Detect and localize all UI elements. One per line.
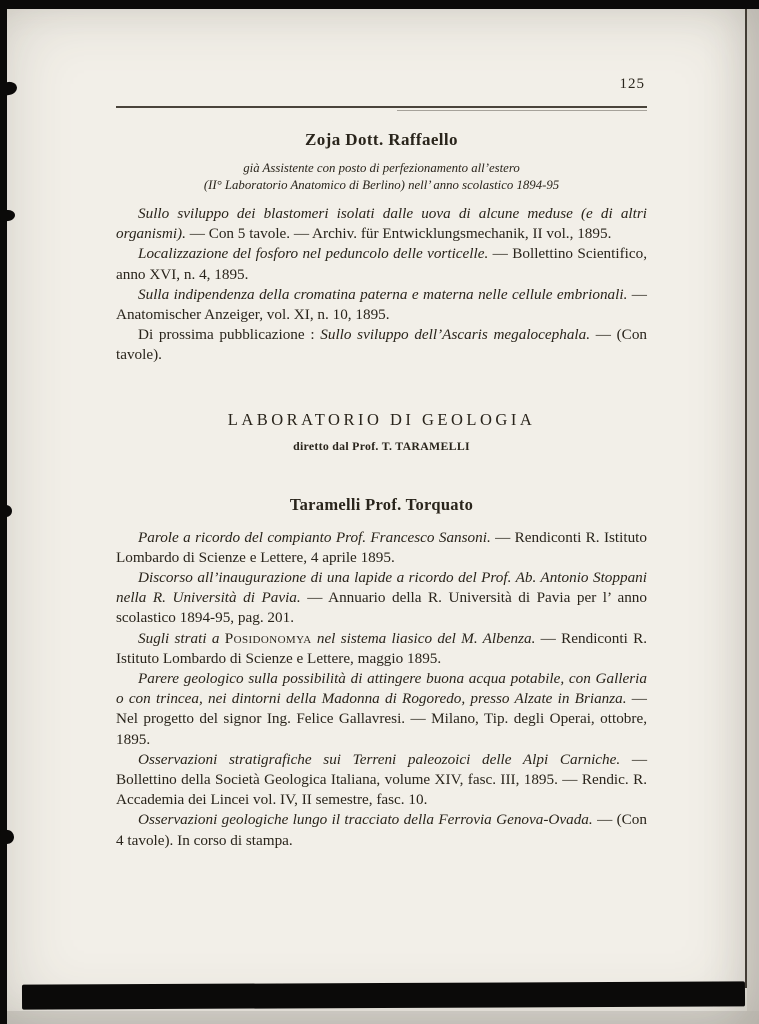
bibliography-entry — [116, 669, 647, 750]
scan-margin-right — [747, 0, 759, 1024]
scan-edge-top — [0, 0, 759, 9]
entry-lead: Di prossima pubblicazione : — [138, 326, 321, 344]
bibliography-entry — [116, 750, 647, 811]
work-title: Parole a ricordo del compianto Prof. Francesco Sansoni. — [138, 528, 491, 546]
page-number: 125 — [619, 76, 645, 92]
work-reference: — Con 5 tavole. — Archiv. für Entwicklungsmechanik, II vol., 1895. — [185, 225, 612, 243]
work-reference: — Nel progetto del signor Ing. Felice Gallavresi. — Milano, Tip. degli Operai, ottobre, 1895. — [116, 690, 647, 748]
work-reference: — Rendiconti R. Istituto Lombardo di Scienze e Lettere, maggio 1895. — [116, 629, 648, 667]
header-rule — [116, 106, 647, 108]
work-title: Discorso all’inaugurazione di una lapide a ricordo del Prof. Ab. Antonio Stoppani nella R. Università di Pavia. — [116, 569, 647, 607]
scan-edge-bottom — [22, 981, 745, 1009]
paper-edge-right — [745, 8, 747, 988]
work-title: Parere geologico sulla possibilità di attingere buona acqua potabile, con Galleria o con trincea, nei dintorni della Madonna di Rogoredo, presso Alzate in Brianza. — [116, 670, 647, 708]
work-title: nel sistema liasico del M. Albenza. — [311, 629, 536, 647]
bibliography-taramelli — [116, 528, 647, 851]
bibliography-entry — [116, 325, 647, 365]
work-reference: — (Con 4 tavole). In corso di stampa. — [116, 811, 647, 849]
author-heading-taramelli: Taramelli Prof. Torquato — [289, 494, 474, 514]
page-header — [116, 76, 647, 93]
work-title: Localizzazione del fosforo nel peduncolo delle vorticelle. — [138, 245, 489, 263]
author-subtitle — [116, 160, 647, 193]
bibliography-entry — [116, 244, 647, 284]
work-reference: — Bollettino della Società Geologica Italiana, volume XIV, fasc. III, 1895. — Rendic. R. Accademia dei Lincei vol. IV, II semestre, fasc. 10. — [116, 750, 648, 809]
work-reference: — Rendiconti R. Istituto Lombardo di Scienze e Lettere, 4 aprile 1895. — [116, 528, 647, 566]
genus-name-smallcaps: Posidonomya — [224, 629, 312, 647]
work-title: Sullo sviluppo dei blastomeri isolati dalle uova di alcune meduse (e di altri organismi). — [116, 205, 647, 243]
section-title-geologia: LABORATORIO DI GEOLOGIA — [227, 409, 536, 429]
section-subtitle-director: diretto dal Prof. T. TARAMELLI — [293, 438, 470, 453]
work-title: Sugli strati a — [138, 629, 225, 647]
work-title: Sulla indipendenza della cromatina paterna e materna nelle cellule embrionali. — [138, 285, 628, 303]
bibliography-entry — [116, 629, 647, 669]
work-title: Osservazioni geologiche lungo il tracciato della Ferrovia Genova-Ovada. — [138, 811, 593, 829]
scan-margin-bottom — [0, 1011, 759, 1024]
work-reference: — Annuario della R. Università di Pavia per l’ anno scolastico 1894-95, pag. 201. — [116, 589, 647, 627]
binding-mark — [0, 505, 12, 517]
bibliography-entry — [116, 285, 647, 325]
work-reference: — Anatomischer Anzeiger, vol. XI, n. 10, 1895. — [116, 285, 647, 324]
work-reference: — Bollettino Scientifico, anno XVI, n. 4, 1895. — [116, 245, 648, 283]
bibliography-zoja — [116, 204, 647, 366]
author-subtitle-line-1: già Assistente con posto di perfezionamento all’estero — [243, 161, 520, 175]
bibliography-entry — [116, 810, 647, 850]
author-subtitle-line-2: (II° Laboratorio Anatomico di Berlino) nell’ anno scolastico 1894-95 — [203, 177, 560, 192]
author-heading-zoja: Zoja Dott. Raffaello — [305, 130, 458, 149]
work-title: Osservazioni stratigrafiche sui Terreni paleozoici delle Alpi Carniche. — [138, 750, 621, 768]
bibliography-entry — [116, 528, 647, 568]
work-title: Sullo sviluppo dell’Ascaris megalocephala. — [320, 326, 591, 344]
work-reference: — (Con tavole). — [116, 326, 647, 364]
bibliography-entry — [116, 568, 647, 629]
bibliography-entry — [116, 204, 647, 244]
